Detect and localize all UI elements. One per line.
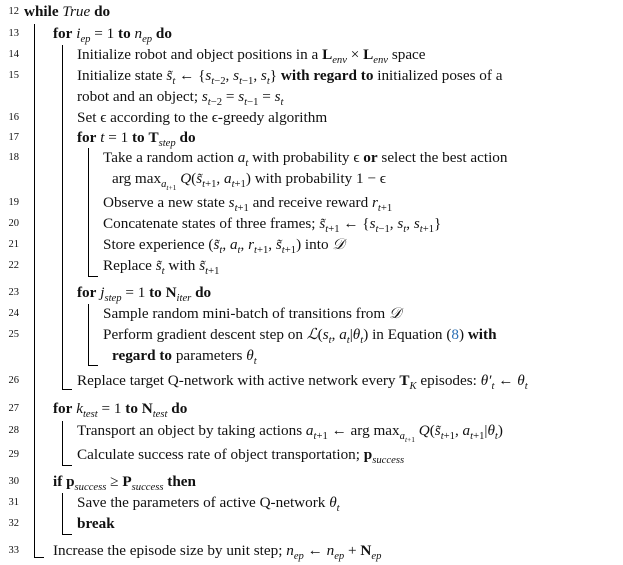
for-test-block-end (62, 465, 72, 466)
line-number: 12 (8, 6, 19, 17)
for-ep-block-end (62, 389, 72, 390)
while-block-end (34, 557, 44, 558)
line-number: 13 (8, 28, 19, 39)
while-block-rule (34, 24, 35, 558)
for-ep-block-rule (62, 45, 63, 390)
if-block-end (62, 534, 72, 535)
if-block-rule (62, 493, 63, 535)
for-iter-block-end (88, 365, 98, 366)
equation-ref-link[interactable]: 8 (451, 326, 459, 343)
algorithm-page: 12 while True do 13 for $i_{ep} = 1$ to $n_{ep}$ do 14 Initialize robot and object positions in a $L_{env} \times L_{env}$ space 15 Initialize state $s̃_t$ ← {$s_{t-2}$, $s_{t-1}$, $s_t$} with regard to initialized poses of a robot and an object; $s_{t-2} = s_{t-1} = s_t$ 16 Set ϵ according to the ϵ-greedy algorithm 17 for t = 1 to $T_{step}$ do 18 Take a random action $a_t$ with probability ϵ or select the best action arg $\max_{a_{t+1}}$ $Q(s̃_{t+1}$, $a_{t+1}$) with probability 1 − ϵ 19 Observe a new state $s_{t+1}$ and receive reward $r_{t+1}$ 20 Concatenate states of three frames; $s̃_{t+1}$ ← {$s_{t-1}$, $s_t$, $s_{t+1}$} 21 Store experience ($s̃_t$, $a_t$, $r_{t+1}$, $s̃_{t+1}$) into 𝒟 22 Replace $s̃_t$ with $s̃_{t+1}$ 23 for $j_{step} = 1$ to $N_{iter}$ do 24 Sample random mini-batch of transitions from 𝒟 25 Perform gradient descent step on $ℒ(s_t$, $a_t|\theta_t$) in Equation (8) with regard to parameters $\theta_t$ 26 Replace target Q-network with active network every $T_K$ episodes: $\theta'_t$ ← $\theta_t$ 27 for $k_{test} = 1$ to $N_{test}$ do 28 Transport an object by taking actions $a_{t+1}$ ← arg $\max_{a_{t+1}}$ $Q(s̃_{t+1}$, $a_{t+1}|\theta_t$) 29 Calculate success rate of object transportation; $p_{success}$ 30 if $p_{success} \ge P_{success}$ then 31 Save the parameters of active Q-network $\theta_t$ 32 break 33 Increase the episode size by unit step; $n_{ep}$ ← $n_{ep} + N_{ep}$ (0, 0, 623, 565)
for-step-block-end (88, 276, 98, 277)
for-test-block-rule (62, 421, 63, 466)
for-step-block-rule (88, 148, 89, 277)
for-iter-block-rule (88, 304, 89, 366)
